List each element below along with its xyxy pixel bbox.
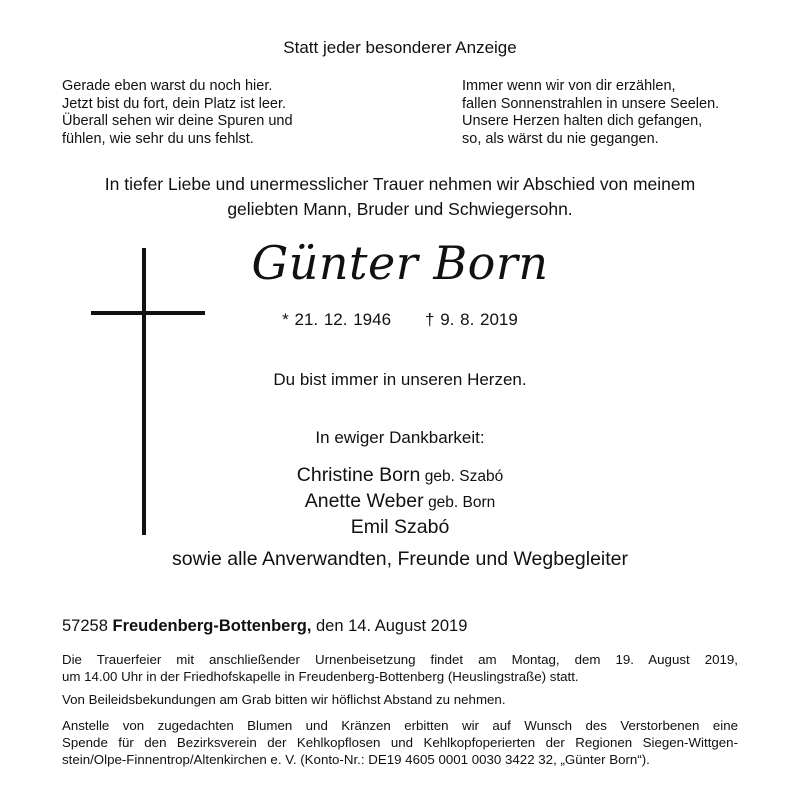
note-line: Anstelle von zugedachten Blumen und Kränzen erbitten wir auf Wunsch des Verstorbenen eine — [62, 718, 738, 733]
poem-left — [62, 78, 293, 148]
intro-text — [0, 172, 800, 222]
mourner-name: Christine Born — [296, 464, 421, 486]
life-dates — [0, 310, 800, 330]
poem-line: Gerade eben warst du noch hier. — [62, 78, 273, 94]
note-line: Die Trauerfeier mit anschließender Urnenbeisetzung findet am Montag, dem 19. August 2019, — [62, 652, 738, 667]
notice-header: Statt jeder besonderer Anzeige — [283, 38, 517, 57]
condolence-note — [62, 691, 738, 708]
mourner-name: Anette Weber — [304, 490, 424, 512]
poem-line: fühlen, wie sehr du uns fehlst. — [62, 130, 254, 147]
mourner — [0, 463, 800, 489]
note-line: um 14.00 Uhr in der Friedhofskapelle in Freudenberg-Bottenberg (Heuslingstraße) statt. — [62, 669, 579, 685]
deceased-name: Günter Born — [251, 236, 549, 290]
poem-line: Überall sehen wir deine Spuren und — [62, 113, 293, 129]
mourner-name: Emil Szabó — [350, 516, 450, 538]
mourner-nee: geb. Born — [428, 494, 496, 511]
death-date: † 9. 8. 2019 — [425, 310, 518, 329]
funeral-note — [62, 651, 738, 685]
mourner — [0, 515, 800, 541]
mourner — [0, 489, 800, 515]
birth-date: * 21. 12. 1946 — [282, 310, 392, 329]
zip-code: 57258 — [62, 617, 108, 635]
others-line: sowie alle Anverwandten, Freunde und Wegbegleiter — [171, 548, 628, 570]
poem-line: fallen Sonnenstrahlen in unsere Seelen. — [462, 95, 720, 112]
poem-line: Immer wenn wir von dir erzählen, — [462, 78, 676, 94]
mourner-nee: geb. Szabó — [424, 468, 504, 485]
mourners-list — [0, 463, 800, 541]
note-line: stein/Olpe-Finnentrop/Altenkirchen e. V. (Konto-Nr.: DE19 4605 0001 0030 3422 32, „Günter Born“). — [62, 752, 650, 768]
poem-right — [462, 78, 719, 148]
intro-line: geliebten Mann, Bruder und Schwiegersohn. — [227, 199, 573, 219]
thanks-heading: In ewiger Dankbarkeit: — [315, 428, 485, 447]
place-date — [62, 617, 467, 636]
note-line: Von Beileidsbekundungen am Grab bitten wir höflichst Abstand zu nehmen. — [62, 692, 506, 707]
intro-line: In tiefer Liebe und unermesslicher Trauer nehmen wir Abschied von meinem — [104, 174, 696, 194]
donation-note — [62, 717, 738, 769]
notice-date: den 14. August 2019 — [316, 617, 468, 635]
poem-line: Unsere Herzen halten dich gefangen, — [462, 113, 703, 129]
note-line: Spende für den Bezirksverein der Kehlkopflosen und Kehlkopfoperierten der Regionen Siegen-Wittgen- — [62, 735, 738, 751]
poem-line: Jetzt bist du fort, dein Platz ist leer. — [62, 95, 287, 112]
town: Freudenberg-Bottenberg, — [112, 617, 312, 635]
poem-line: so, als wärst du nie gegangen. — [462, 130, 659, 147]
memorial-quote: Du bist immer in unseren Herzen. — [273, 370, 527, 389]
